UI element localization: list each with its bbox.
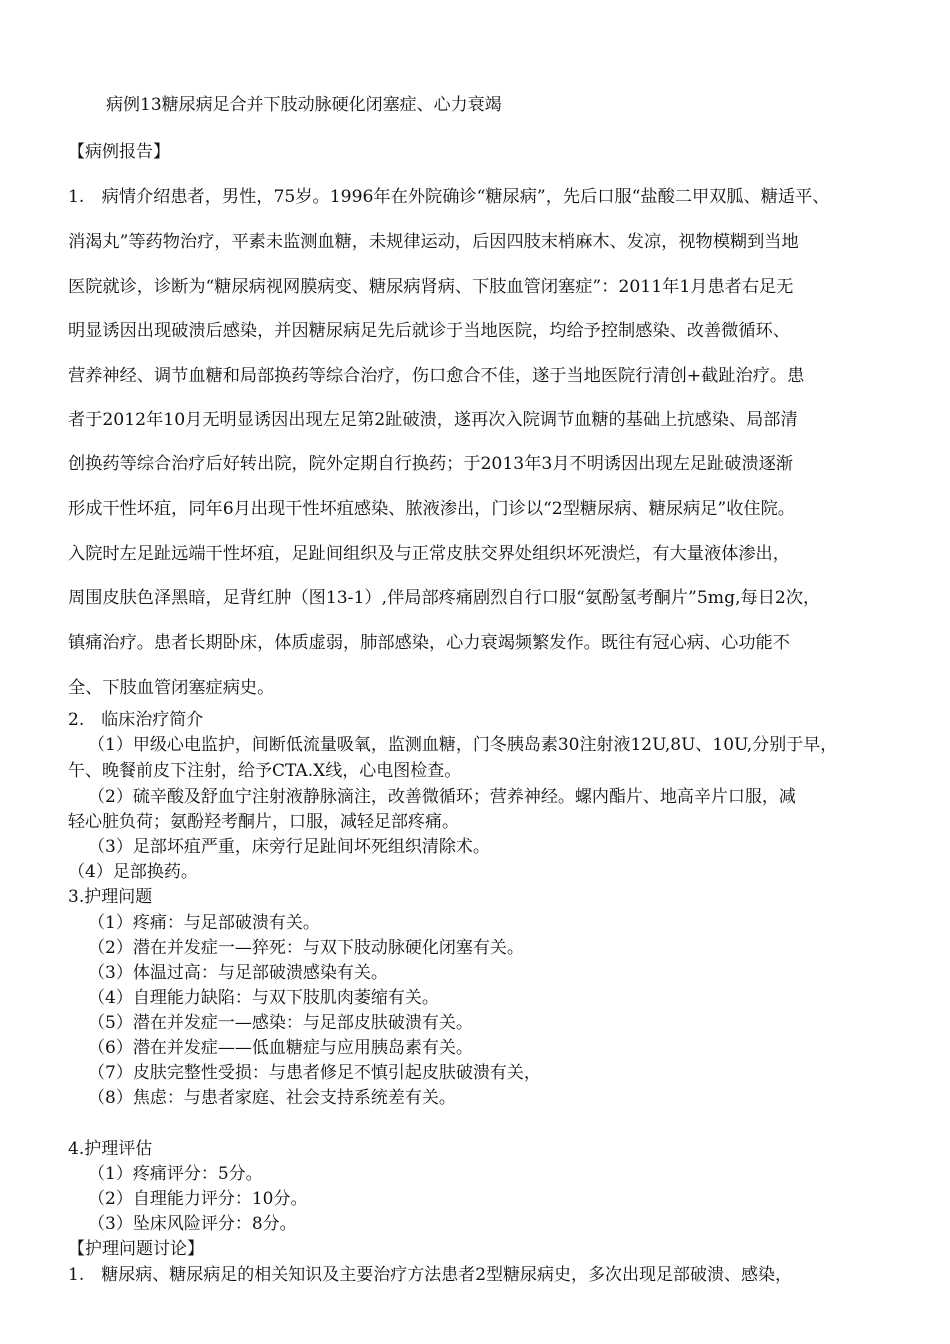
section3-item: （3）体温过高：与足部破溃感染有关。 (88, 963, 388, 983)
section1-line: 镇痛治疗。患者长期卧床，体质虚弱，肺部感染，心力衰竭频繁发作。既往有冠心病、心功能不 (68, 633, 790, 653)
section3-item: （8）焦虑：与患者家庭、社会支持系统差有关。 (88, 1088, 456, 1108)
section2-line: 午、晚餐前皮下注射，给予CTA.X线，心电图检查。 (68, 761, 462, 781)
section1-line: 创换药等综合治疗后好转出院，院外定期自行换药；于2013年3月不明诱因出现左足趾破溃逐渐 (68, 454, 793, 474)
section4-item: （2）自理能力评分：10分。 (88, 1189, 308, 1209)
report-heading: 【病例报告】 (68, 142, 170, 162)
section3-item: （4）自理能力缺陷：与双下肢肌肉萎缩有关。 (88, 988, 439, 1008)
section1-line: 明显诱因出现破溃后感染，并因糖尿病足先后就诊于当地医院，均给予控制感染、改善微循环、 (68, 321, 790, 341)
section2-line: 轻心脏负荷；氨酚羟考酮片，口服，减轻足部疼痛。 (68, 812, 459, 832)
section1-line: 全、下肢血管闭塞症病史。 (68, 678, 275, 698)
section2-heading: 2. 临床治疗简介 (68, 710, 204, 730)
section1-line: 者于2012年10月无明显诱因出现左足第2趾破溃，遂再次入院调节血糖的基础上抗感染、局部清 (68, 410, 798, 430)
section4-item: （1）疼痛评分：5分。 (88, 1164, 263, 1184)
section1-line: 周围皮肤色泽黑暗，足背红肿（图13-1）,伴局部疼痛剧烈自行口服“氨酚氢考酮片”5mg,每日2次， (68, 588, 821, 608)
section2-line: （1）甲级心电监护，间断低流量吸氧，监测血糖，门冬胰岛素30注射液12U,8U、10U,分别于早， (88, 735, 838, 755)
section2-line: （2）硫辛酸及舒血宁注射液静脉滴注，改善微循环；营养神经。螺内酯片、地高辛片口服，减 (88, 787, 796, 807)
section1-line: 医院就诊，诊断为“糖尿病视网膜病变、糖尿病肾病、下肢血管闭塞症”：2011年1月患者右足无 (68, 277, 794, 297)
section3-item: （6）潜在并发症——低血糖症与应用胰岛素有关。 (88, 1038, 473, 1058)
section1-line: 营养神经、调节血糖和局部换药等综合治疗，伤口愈合不佳，遂于当地医院行清创+截趾治疗。患 (68, 366, 805, 386)
section4-item: （3）坠床风险评分：8分。 (88, 1214, 297, 1234)
section3-heading: 3.护理问题 (68, 887, 153, 907)
section2-line: （3）足部坏疽严重，床旁行足趾间坏死组织清除术。 (88, 837, 490, 857)
discussion-line: 1. 糖尿病、糖尿病足的相关知识及主要治疗方法患者2型糖尿病史，多次出现足部破溃、感染， (68, 1265, 793, 1285)
section3-item: （2）潜在并发症一—猝死：与双下肢动脉硬化闭塞有关。 (88, 938, 524, 958)
section3-item: （7）皮肤完整性受损：与患者修足不慎引起皮肤破溃有关， (88, 1063, 541, 1083)
section2-line: （4）足部换药。 (68, 862, 198, 882)
section1-line: 1. 病情介绍患者，男性，75岁。1996年在外院确诊“糖尿病”，先后口服“盐酸二甲双胍、糖适平、 (68, 187, 830, 207)
section3-item: （5）潜在并发症一—感染：与足部皮肤破溃有关。 (88, 1013, 473, 1033)
discussion-heading: 【护理问题讨论】 (68, 1239, 204, 1259)
section3-item: （1）疼痛：与足部破溃有关。 (88, 913, 320, 933)
section4-heading: 4.护理评估 (68, 1139, 153, 1159)
section1-line: 消渴丸”等药物治疗，平素未监测血糖，未规律运动，后因四肢末梢麻木、发凉，视物模糊到当地 (68, 232, 799, 252)
case-title: 病例13糖尿病足合并下肢动脉硬化闭塞症、心力衰竭 (106, 95, 502, 115)
section1-line: 入院时左足趾远端干性坏疽，足趾间组织及与正常皮肤交界处组织坏死溃烂，有大量液体渗出， (68, 544, 790, 564)
section1-line: 形成干性坏疽，同年6月出现干性坏疽感染、脓液渗出，门诊以“2型糖尿病、糖尿病足”收住院。 (68, 499, 795, 519)
